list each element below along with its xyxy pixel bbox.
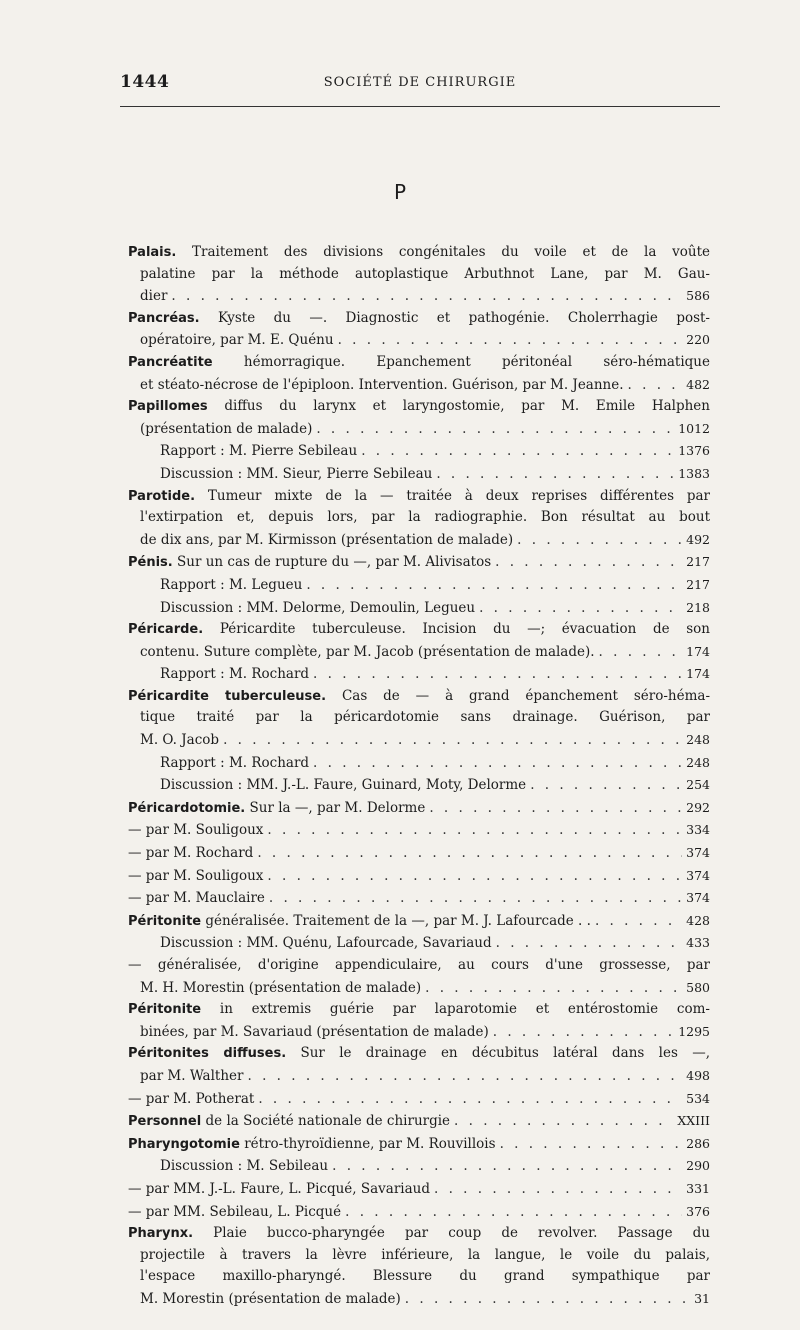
- index-line: [128, 842, 710, 865]
- dot-leader: [434, 1179, 682, 1201]
- page-ref: 580: [686, 979, 710, 995]
- index-line: [128, 955, 710, 977]
- entry-line: Sur le drainage en décubitus latéral dans les —,: [300, 1045, 710, 1062]
- entry-text: [128, 552, 491, 574]
- index-line: [128, 619, 710, 641]
- index-line: [128, 486, 710, 508]
- dot-leader: [267, 820, 682, 842]
- page-ref: 334: [686, 822, 710, 838]
- page-ref: 374: [686, 867, 710, 883]
- entry-line: Traitement des divisions congénitales du voile et de la voûte: [192, 244, 710, 260]
- index-entry: [128, 819, 710, 842]
- dot-leader: [332, 1156, 682, 1178]
- entry-text: M. H. Morestin (présentation de malade): [140, 979, 422, 996]
- index-line: [128, 1178, 710, 1201]
- index-entry: [128, 463, 710, 486]
- index-line: [128, 977, 710, 1000]
- dot-leader: [361, 441, 674, 463]
- entry-text: Discussion : MM. Quénu, Lafourcade, Savariaud: [160, 935, 492, 952]
- index-line: [128, 1110, 710, 1133]
- index-entry: [128, 1201, 710, 1224]
- index-line: [160, 932, 710, 955]
- dot-leader: [306, 575, 682, 597]
- index-entry: [128, 242, 710, 308]
- entry-text: [128, 911, 591, 933]
- page-ref: 174: [686, 666, 710, 682]
- entry-text: Rapport : M. Legueu: [160, 576, 303, 593]
- page-ref: 1012: [678, 420, 710, 436]
- entry-text: Rapport : M. Rochard: [160, 666, 310, 683]
- index-line: [128, 729, 710, 752]
- entry-line: l'extirpation et, depuis lors, par la radiographie. Bon résultat au bout: [140, 509, 710, 526]
- entry-text: — par M. Souligoux: [128, 822, 264, 839]
- page-ref: 292: [686, 799, 710, 815]
- index-line: [128, 1245, 710, 1267]
- index-entry: [128, 1223, 710, 1310]
- page-ref: 217: [686, 576, 710, 592]
- index-entry: [128, 1155, 710, 1178]
- dot-leader: [425, 978, 682, 1000]
- dot-leader: [267, 866, 682, 888]
- index-line: [128, 641, 710, 664]
- index-line: [160, 597, 710, 620]
- entry-line: généralisée. Traitement de la —, par M. J. Lafourcade . .: [205, 912, 591, 929]
- index-entry: [128, 574, 710, 597]
- dot-leader: [258, 1089, 682, 1111]
- entry-heading: Péricarde.: [128, 622, 204, 638]
- dot-leader: [530, 775, 682, 797]
- entry-line: Tumeur mixte de la — traitée à deux reprises différentes par: [207, 487, 710, 504]
- page-ref: 220: [686, 332, 710, 348]
- page-ref: 248: [686, 754, 710, 770]
- index-entry: [128, 887, 710, 910]
- page-ref: 376: [686, 1203, 710, 1219]
- entry-line: Plaie bucco-pharyngée par coup de revolver. Passage du: [213, 1225, 711, 1242]
- index-line: [160, 463, 710, 486]
- index-entry: [128, 865, 710, 888]
- index-line: [160, 1155, 710, 1178]
- entry-heading: Pénis.: [128, 555, 173, 571]
- entry-text: [128, 1111, 450, 1133]
- index-entry: [128, 486, 710, 552]
- index-line: [128, 418, 710, 441]
- dot-leader: [316, 419, 674, 441]
- dot-leader: [495, 552, 682, 574]
- entry-text: Rapport : M. Rochard: [160, 754, 310, 771]
- dot-leader: [269, 888, 682, 910]
- index-entry: [128, 1043, 710, 1087]
- dot-leader: [496, 933, 683, 955]
- index-line: [128, 865, 710, 888]
- index-line: [128, 352, 710, 374]
- dot-leader: [223, 730, 682, 752]
- index-line: [128, 329, 710, 352]
- index-entry: [128, 597, 710, 620]
- entry-heading: Pharynx.: [128, 1226, 194, 1242]
- entry-text: binées, par M. Savariaud (présentation de malade): [140, 1023, 489, 1040]
- dot-leader: [500, 1134, 683, 1156]
- entry-line: rétro-thyroïdienne, par M. Rouvillois: [244, 1135, 496, 1152]
- entry-line: diffus du larynx et laryngostomie, par M. Emile Halphen: [224, 398, 710, 415]
- index-list: [128, 242, 710, 1311]
- index-line: [128, 797, 710, 820]
- page-ref: 290: [686, 1158, 710, 1174]
- index-line: [128, 707, 710, 729]
- index-entry: [128, 774, 710, 797]
- dot-leader: [405, 1289, 690, 1311]
- entry-text: Discussion : M. Sebileau: [160, 1158, 329, 1175]
- page-ref: 331: [686, 1180, 710, 1196]
- index-line: [128, 1201, 710, 1224]
- entry-line: tique traité par la péricardotomie sans drainage. Guérison, par: [140, 709, 710, 726]
- entry-text: M. O. Jacob: [140, 732, 220, 749]
- entry-heading: Péritonites diffuses.: [128, 1046, 287, 1062]
- index-entry: [128, 1110, 710, 1133]
- index-line: [128, 242, 710, 264]
- entry-text: par M. Walther: [140, 1067, 244, 1084]
- page-ref: 248: [686, 732, 710, 748]
- index-line: [128, 1223, 710, 1245]
- header-rule: [120, 106, 720, 107]
- running-title: SOCIÉTÉ DE CHIRURGIE: [323, 75, 517, 90]
- dot-leader: [429, 798, 682, 820]
- page-ref: 492: [686, 531, 710, 547]
- index-entry: [128, 1178, 710, 1201]
- index-line: [128, 529, 710, 552]
- dot-leader: [454, 1111, 673, 1133]
- entry-line: projectile à travers la lèvre inférieure, la langue, le voile du palais,: [140, 1246, 710, 1263]
- index-line: [128, 1133, 710, 1156]
- index-entry: [128, 1133, 710, 1156]
- entry-text: — par MM. J.-L. Faure, L. Picqué, Savariaud: [128, 1180, 430, 1197]
- page-ref: 374: [686, 845, 710, 861]
- entry-text: Rapport : M. Pierre Sebileau: [160, 443, 358, 460]
- page-ref: 286: [686, 1135, 710, 1151]
- entry-heading: Pancréatite: [128, 354, 213, 370]
- entry-text: (présentation de malade): [140, 420, 313, 437]
- index-line: [160, 774, 710, 797]
- entry-line: Kyste du —. Diagnostic et pathogénie. Cholerrhagie post-: [218, 309, 710, 326]
- index-entry: [128, 910, 710, 933]
- entry-text: dier: [140, 288, 168, 305]
- entry-line: l'espace maxillo-pharyngé. Blessure du grand sympathique par: [140, 1268, 710, 1285]
- page-ref: 534: [686, 1090, 710, 1106]
- index-line: [128, 507, 710, 529]
- entry-text: et stéato-nécrose de l'épiploon. Intervention. Guérison, par M. Jeanne.: [140, 376, 624, 393]
- page-ref: 374: [686, 890, 710, 906]
- index-line: [128, 285, 710, 308]
- dot-leader: [479, 598, 682, 620]
- entry-heading: Péritonite: [128, 1002, 202, 1018]
- dot-leader: [247, 1066, 682, 1088]
- entry-heading: Péritonite: [128, 913, 202, 929]
- dot-leader: [436, 464, 674, 486]
- dot-leader: [338, 330, 683, 352]
- entry-text: opératoire, par M. E. Quénu: [140, 332, 334, 349]
- index-entry: [128, 396, 710, 440]
- entry-heading: Pancréas.: [128, 310, 200, 326]
- dot-leader: [628, 375, 683, 397]
- entry-text: [128, 798, 425, 820]
- index-entry: [128, 955, 710, 999]
- page-number: 1444: [120, 72, 170, 92]
- dot-leader: [517, 530, 682, 552]
- section-letter: P: [393, 180, 407, 204]
- index-entry: [128, 663, 710, 686]
- entry-text: Discussion : MM. Delorme, Demoulin, Legueu: [160, 599, 476, 616]
- index-line: [128, 264, 710, 286]
- entry-line: — généralisée, d'origine appendiculaire, au cours d'une grossesse, par: [128, 957, 710, 973]
- index-entry: [128, 440, 710, 463]
- index-line: [128, 1088, 710, 1111]
- entry-text: — par M. Rochard: [128, 845, 254, 862]
- entry-heading: Péricardite tuberculeuse.: [128, 688, 327, 704]
- entry-line: hémorragique. Epanchement péritonéal séro-hématique: [243, 353, 710, 370]
- dot-leader: [595, 911, 682, 933]
- index-entry: [128, 842, 710, 865]
- page-ref: 1376: [678, 443, 710, 459]
- index-line: [128, 1021, 710, 1044]
- page-ref: 498: [686, 1067, 710, 1083]
- index-line: [128, 1288, 710, 1311]
- index-line: [128, 819, 710, 842]
- index-entry: [128, 352, 710, 396]
- dot-leader: [171, 286, 682, 308]
- index-line: [128, 910, 710, 933]
- index-line: [128, 308, 710, 330]
- index-line: [160, 752, 710, 775]
- page-ref: 433: [686, 935, 710, 951]
- index-entry: [128, 752, 710, 775]
- index-line: [160, 663, 710, 686]
- page-ref: 174: [686, 643, 710, 659]
- entry-heading: Personnel: [128, 1114, 202, 1130]
- index-line: [128, 551, 710, 574]
- entry-heading: Palais.: [128, 245, 177, 260]
- page-ref: 218: [686, 599, 710, 615]
- index-line: [128, 887, 710, 910]
- index-entry: [128, 999, 710, 1043]
- dot-leader: [313, 664, 682, 686]
- page-ref: 254: [686, 777, 710, 793]
- index-entry: [128, 932, 710, 955]
- entry-line: Péricardite tuberculeuse. Incision du —; évacuation de son: [219, 621, 710, 638]
- page-ref: 1295: [678, 1023, 710, 1039]
- index-entry: [128, 551, 710, 574]
- index-line: [128, 999, 710, 1021]
- entry-text: — par M. Souligoux: [128, 867, 264, 884]
- index-line: [128, 686, 710, 708]
- page-ref: 31: [694, 1290, 710, 1306]
- index-entry: [128, 308, 710, 352]
- entry-text: — par M. Mauclaire: [128, 890, 265, 907]
- entry-heading: Pharyngotomie: [128, 1136, 240, 1152]
- entry-heading: Péricardotomie.: [128, 800, 246, 816]
- entry-heading: Papillomes: [128, 399, 208, 415]
- entry-text: Discussion : MM. Sieur, Pierre Sebileau: [160, 465, 433, 482]
- index-entry: [128, 1088, 710, 1111]
- page-header: [120, 72, 720, 98]
- page-ref: 217: [686, 554, 710, 570]
- entry-line: Cas de — à grand épanchement séro-héma-: [341, 687, 711, 704]
- page-ref: 482: [686, 376, 710, 392]
- entry-line: palatine par la méthode autoplastique Arbuthnot Lane, par M. Gau-: [140, 265, 710, 282]
- entry-line: Sur un cas de rupture du —, par M. Alivisatos: [177, 554, 492, 571]
- index-line: [160, 574, 710, 597]
- entry-line: de la Société nationale de chirurgie: [205, 1113, 451, 1130]
- index-entry: [128, 619, 710, 663]
- entry-text: [128, 1134, 496, 1156]
- index-line: [128, 374, 710, 397]
- entry-text: — par MM. Sebileau, L. Picqué: [128, 1203, 342, 1220]
- index-line: [128, 1266, 710, 1288]
- entry-text: — par M. Potherat: [128, 1090, 255, 1107]
- entry-text: M. Morestin (présentation de malade): [140, 1290, 401, 1307]
- entry-line: Sur la —, par M. Delorme: [249, 799, 426, 816]
- entry-line: in extremis guérie par laparotomie et entérostomie com-: [219, 1001, 710, 1018]
- page-ref: 428: [686, 912, 710, 928]
- index-entry: [128, 797, 710, 820]
- page-ref: 1383: [678, 465, 710, 481]
- entry-text: de dix ans, par M. Kirmisson (présentation de malade): [140, 531, 514, 548]
- dot-leader: [493, 1022, 674, 1044]
- dot-leader: [345, 1202, 682, 1224]
- dot-leader: [257, 843, 682, 865]
- index-entry: [128, 686, 710, 752]
- page-ref: 586: [686, 288, 710, 304]
- entry-text: contenu. Suture complète, par M. Jacob (présentation de malade).: [140, 643, 595, 660]
- page-ref: XXIII: [677, 1113, 710, 1129]
- dot-leader: [313, 753, 682, 775]
- index-line: [128, 1065, 710, 1088]
- dot-leader: [599, 642, 683, 664]
- entry-heading: Parotide.: [128, 488, 196, 504]
- entry-text: Discussion : MM. J.-L. Faure, Guinard, Moty, Delorme: [160, 777, 527, 794]
- index-line: [128, 396, 710, 418]
- index-line: [160, 440, 710, 463]
- index-line: [128, 1043, 710, 1065]
